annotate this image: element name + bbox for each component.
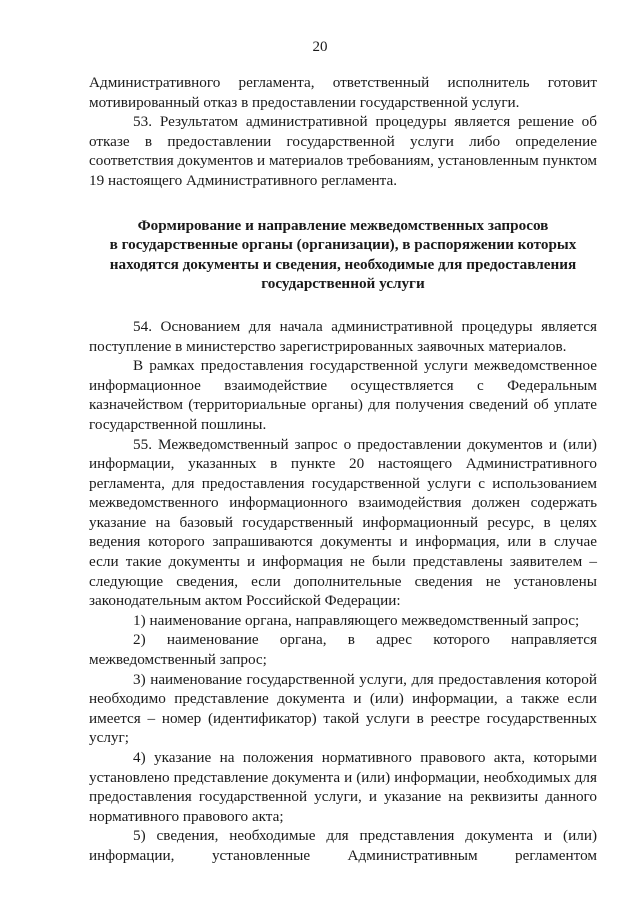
section-heading-line: Формирование и направление межведомственных запросов xyxy=(137,216,549,234)
section-heading-line: государственной услуги xyxy=(261,275,425,293)
paragraph-53: 53. Результатом административной процедуры является решение об отказе в предоставлении государственной услуги либо определение соответствия документов и материалов требованиям, установленным пунктом 19 настоящего Административного регламента. xyxy=(89,113,597,189)
paragraph-continuation: Административного регламента, ответственный исполнитель готовит мотивированный отказ в предоставлении государственной услуги. xyxy=(89,74,597,111)
page-content xyxy=(89,73,597,866)
list-item-55-2: 2) наименование органа, в адрес которого направляется межведомственный запрос; xyxy=(89,631,597,669)
paragraph-54: 54. Основанием для начала административной процедуры является поступление в министерство зарегистрированных заявочных материалов. xyxy=(89,317,597,355)
paragraph-54-interaction: В рамках предоставления государственной услуги межведомственное информационное взаимодействие осуществляется с Федеральным казначейством (территориальные органы) для получения сведений об уплате государственной пошлины. xyxy=(89,357,597,433)
page-number: 20 xyxy=(312,39,328,55)
list-item-55-4: 4) указание на положения нормативного правового акта, которыми установлено представление документа и (или) информации, необходимых для предоставления государственной услуги, и указание на реквизиты данного нормативного правового акта; xyxy=(89,749,597,825)
paragraph-55: 55. Межведомственный запрос о предоставлении документов и (или) информации, указанных в пункте 20 настоящего Административного регламента, для предоставления государственной услуги с использованием межведомственного информационного взаимодействия должен содержать указание на базовый государственный информационный ресурс, в целях ведения которого запрашиваются документы и информация, или в случае если такие документы и информация не были представлены заявителем – следующие сведения, если дополнительные сведения не установлены законодательным актом Российской Федерации: xyxy=(89,435,597,610)
list-item-55-1: 1) наименование органа, направляющего межведомственный запрос; xyxy=(133,611,580,629)
section-heading xyxy=(89,216,597,294)
section-heading-line: находятся документы и сведения, необходимые для предоставления xyxy=(109,255,577,273)
list-item-55-5: 5) сведения, необходимые для представления документа и (или) информации, установленные Административным регламентом xyxy=(89,827,597,864)
section-heading-line: в государственные органы (организации), в распоряжении которых xyxy=(109,236,577,254)
list-item-55-3: 3) наименование государственной услуги, для предоставления которой необходимо представление документа и (или) информации, а также если имеется – номер (идентификатор) такой услуги в реестре государственных услуг; xyxy=(89,670,597,747)
